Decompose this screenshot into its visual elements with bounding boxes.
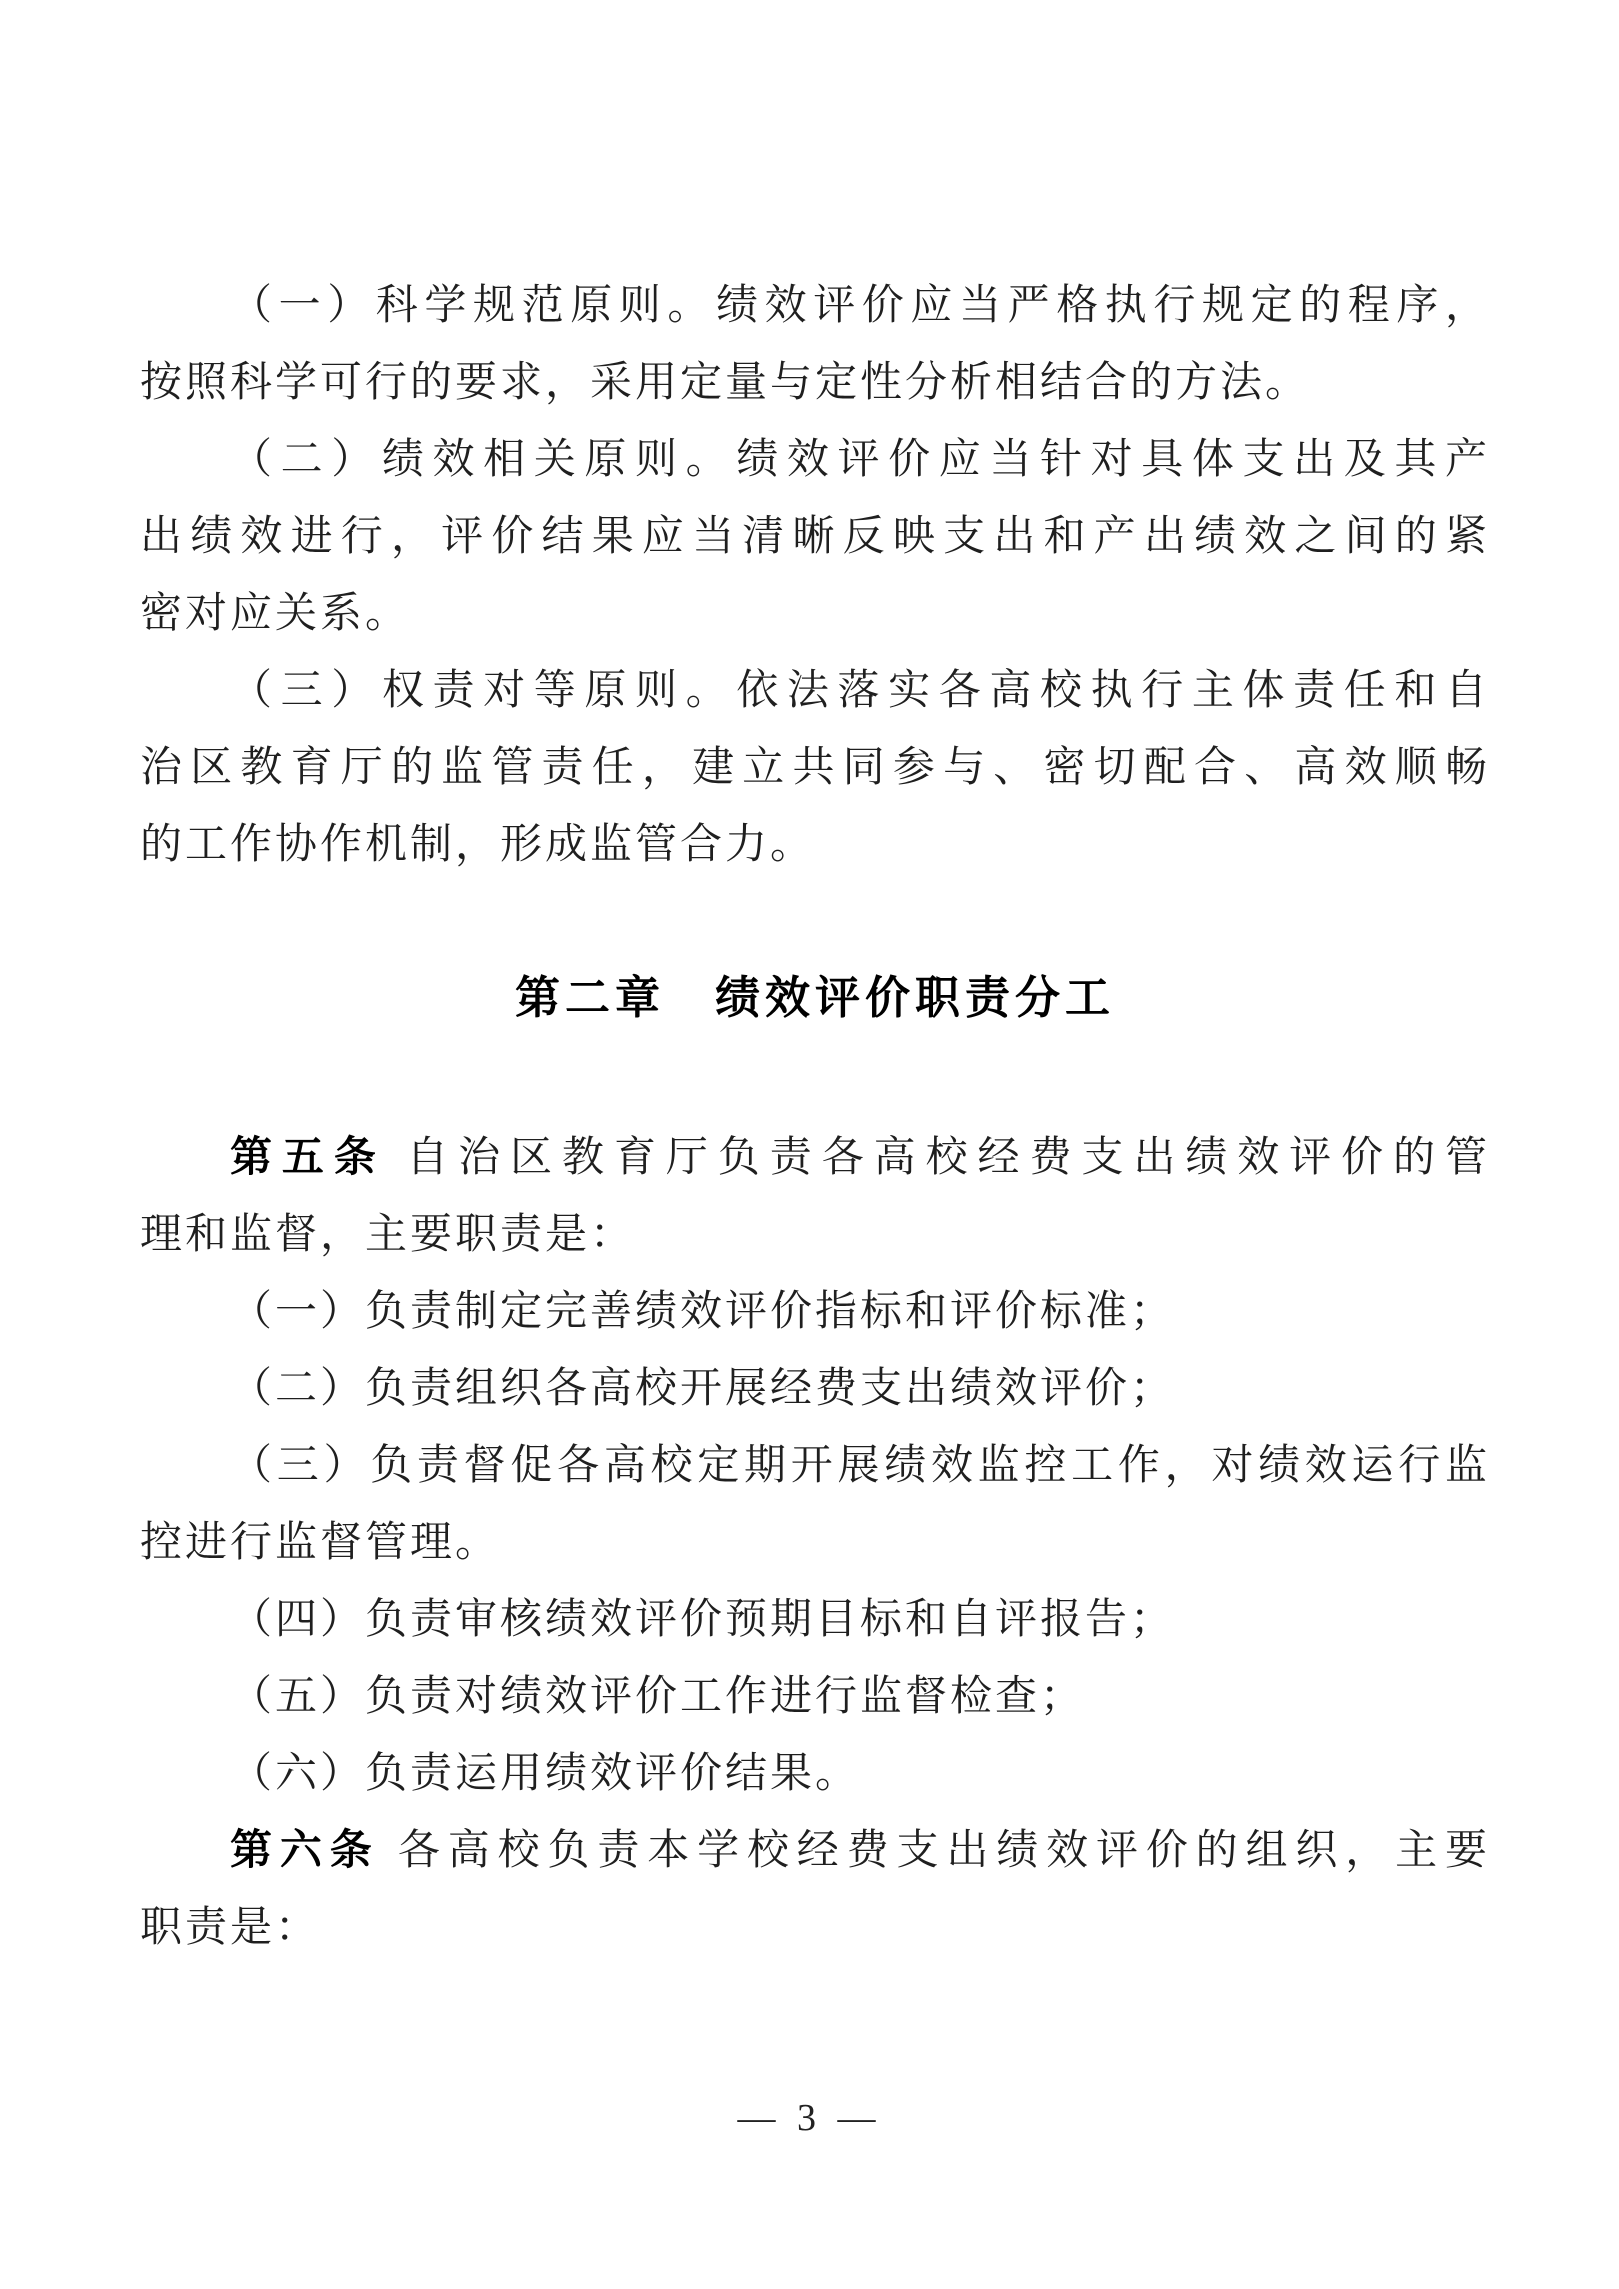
text-line: （一）科学规范原则。绩效评价应当严格执行规定的程序， (230, 283, 1490, 329)
text-line: 第六条 各高校负责本学校经费支出绩效评价的组织，主要 (230, 1828, 1490, 1874)
text-line: 的工作协作机制，形成监管合力。 (140, 822, 816, 868)
text-line: （二）负责组织各高校开展经费支出绩效评价； (230, 1366, 1176, 1412)
text-line: 治区教育厅的监管责任，建立共同参与、密切配合、高效顺畅 (140, 745, 1490, 791)
text-line: 第五条 自治区教育厅负责各高校经费支出绩效评价的管 (230, 1135, 1490, 1181)
text-line: （一）负责制定完善绩效评价指标和评价标准； (230, 1289, 1176, 1335)
text-line: 职责是： (140, 1905, 321, 1951)
text-line: （二）绩效相关原则。绩效评价应当针对具体支出及其产 (230, 437, 1490, 483)
text-line: 理和监督，主要职责是： (140, 1212, 636, 1258)
text-line: 控进行监督管理。 (140, 1520, 501, 1566)
text-line: 出绩效进行，评价结果应当清晰反映支出和产出绩效之间的紧 (140, 514, 1490, 560)
article-number: 第五条 (230, 1135, 386, 1181)
text-line: 按照科学可行的要求，采用定量与定性分析相结合的方法。 (140, 360, 1311, 406)
chapter-heading (140, 960, 1490, 1037)
text-line: （六）负责运用绩效评价结果。 (230, 1751, 861, 1797)
article-number: 第六条 (230, 1828, 380, 1874)
chapter-heading-text: 第二章 绩效评价职责分工 (514, 973, 1115, 1023)
text-line: （四）负责审核绩效评价预期目标和自评报告； (230, 1597, 1176, 1643)
page-number: — 3 — (737, 2097, 882, 2139)
document-body (140, 268, 1490, 1967)
text-line: （三）权责对等原则。依法落实各高校执行主体责任和自 (230, 668, 1490, 714)
text-line: （三）负责督促各高校定期开展绩效监控工作，对绩效运行监 (230, 1443, 1490, 1489)
text-line: （五）负责对绩效评价工作进行监督检查； (230, 1674, 1086, 1720)
text-line: 密对应关系。 (140, 591, 411, 637)
